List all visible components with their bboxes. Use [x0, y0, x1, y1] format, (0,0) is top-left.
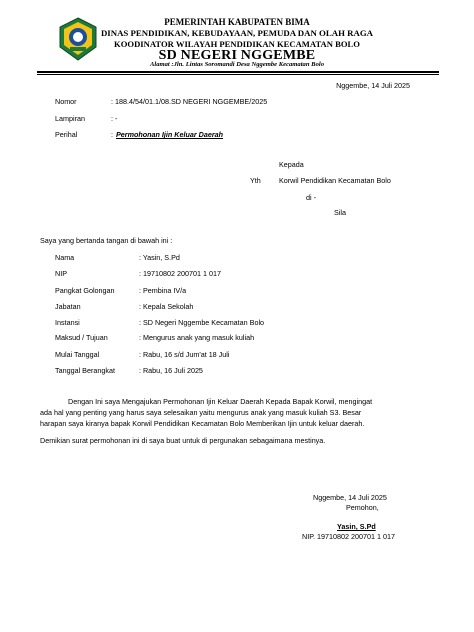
recipient-di: di -	[306, 193, 316, 202]
detail-label: Jabatan	[55, 302, 81, 311]
detail-label: Maksud / Tujuan	[55, 333, 108, 342]
recipient-kepada: Kepada	[279, 160, 304, 169]
detail-value: : Yasin, S.Pd	[139, 253, 180, 262]
detail-label: Mulai Tanggal	[55, 350, 100, 359]
intro-text: Saya yang bertanda tangan di bawah ini :	[40, 236, 173, 245]
signature-name: Yasin, S.Pd	[337, 522, 376, 531]
detail-value: : 19710802 200701 1 017	[139, 269, 221, 278]
recipient-place: Sila	[334, 208, 346, 217]
nomor-value: : 188.4/54/01.1/08.SD NEGERI NGGEMBE/2025	[111, 97, 268, 106]
body-line-1: Dengan Ini saya Mengajukan Permohonan Ijin Keluar Daerah Kepada Bapak Korwil, mengingat	[68, 397, 373, 406]
detail-value: : Rabu, 16 Juli 2025	[139, 366, 203, 375]
perihal-label: Perihal	[55, 130, 78, 139]
signature-nip: NIP. 19710802 200701 1 017	[302, 532, 395, 541]
detail-value: : SD Negeri Nggembe Kecamatan Bolo	[139, 318, 265, 327]
nomor-label: Nomor	[55, 97, 77, 106]
body-line-2: ada hal yang penting yang harus saya selesaikan yaitu mengurus anak yang masuk kuliah S3. Besar	[40, 408, 362, 417]
lampiran-value: : -	[111, 114, 118, 123]
signature-place-date: Nggembe, 14 Juli 2025	[313, 493, 387, 502]
recipient-name: Korwil Pendidikan Kecamatan Bolo	[279, 176, 391, 185]
letterhead-line-2: DINAS PENDIDIKAN, KEBUDAYAAN, PEMUDA DAN OLAH RAGA	[100, 28, 374, 38]
letterhead-rule	[37, 71, 439, 73]
detail-value: : Mengurus anak yang masuk kuliah	[139, 333, 255, 342]
letter-date: Nggembe, 14 Juli 2025	[336, 81, 410, 90]
detail-value: : Rabu, 16 s/d Jum'at 18 Juli	[139, 350, 230, 359]
letterhead-line-3: KOODINATOR WILAYAH PENDIDIKAN KECAMATAN BOLO	[114, 39, 360, 49]
school-name: SD NEGERI NGGEMBE	[158, 48, 316, 63]
perihal-colon: :	[111, 130, 113, 139]
closing-text: Demikian surat permohonan ini di saya buat untuk di pergunakan sebagaimana mestinya.	[40, 436, 326, 445]
lampiran-label: Lampiran	[55, 114, 85, 123]
detail-value: : Pembina IV/a	[139, 286, 187, 295]
detail-label: NIP	[55, 269, 67, 278]
perihal-value: Permohonan Ijin Keluar Daerah	[116, 130, 224, 139]
letterhead-address: Alamat :Jln. Lintas Soromandi Desa Nggembe Kecamatan Bolo	[149, 61, 324, 68]
body-line-3: harapan saya kiranya bapak Korwil Pendidikan Kecamatan Bolo Memberikan Ijin untuk keluar daerah.	[40, 419, 365, 428]
letterhead-line-1: PEMERINTAH KABUPATEN BIMA	[164, 17, 310, 27]
detail-label: Tanggal Berangkat	[55, 366, 115, 375]
detail-label: Pangkat Golongan	[55, 286, 115, 295]
recipient-yth: Yth	[250, 176, 261, 185]
signature-role: Pemohon,	[346, 503, 379, 512]
detail-label: Instansi	[55, 318, 80, 327]
letterhead-rule-thin	[37, 74, 439, 75]
detail-value: : Kepala Sekolah	[139, 302, 194, 311]
detail-label: Nama	[55, 253, 75, 262]
